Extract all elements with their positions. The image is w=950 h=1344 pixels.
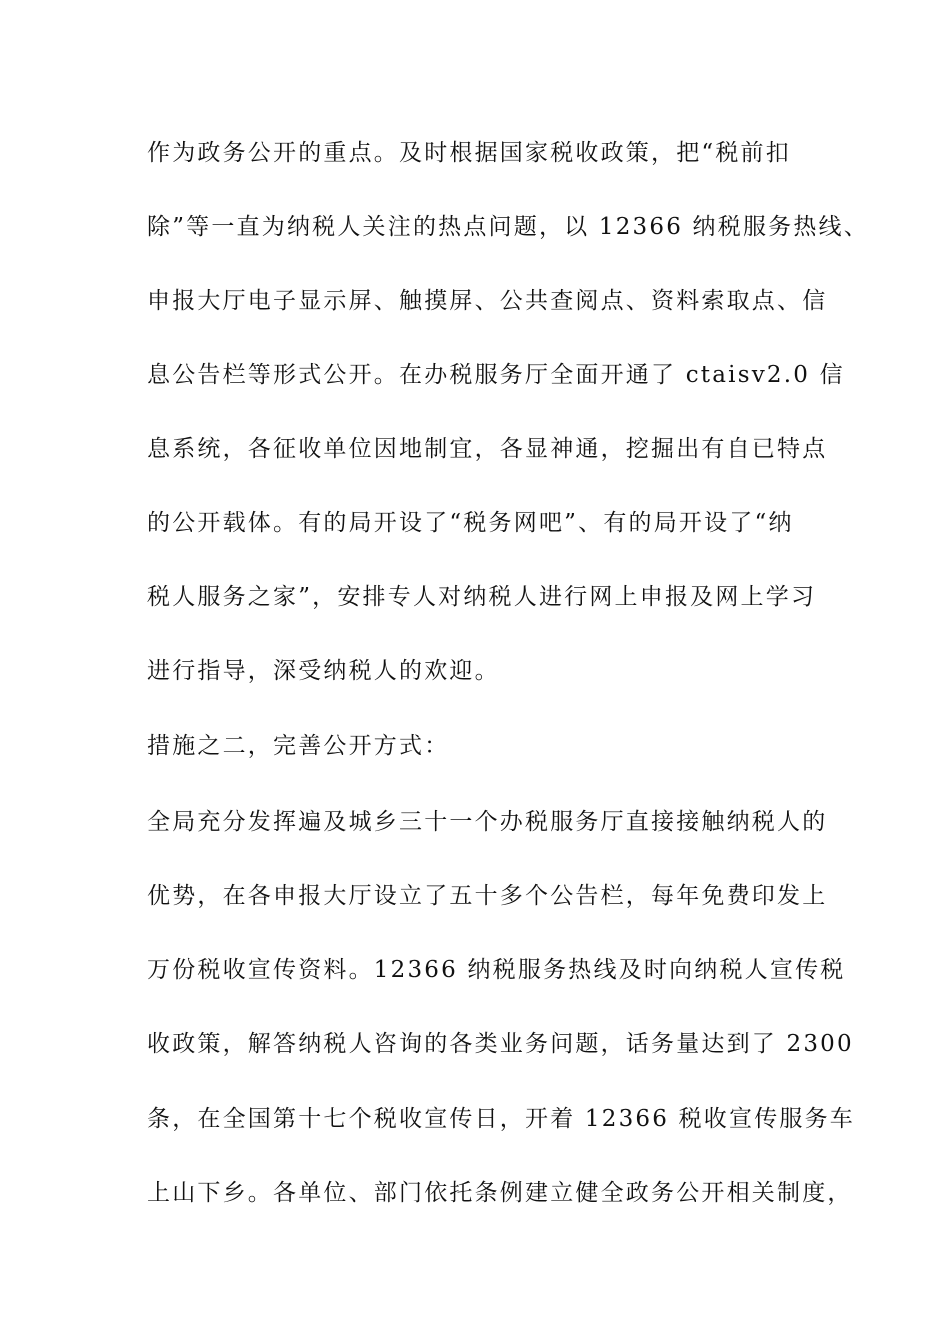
text-line: 税人服务之家”，安排专人对纳税人进行网上申报及网上学习 <box>147 584 817 610</box>
text-line: 进行指导，深受纳税人的欢迎。 <box>147 658 500 684</box>
text-line: 万份税收宣传资料。12366 纳税服务热线及时向纳税人宣传税 <box>147 957 846 983</box>
text-line: 条，在全国第十七个税收宣传日，开着 12366 税收宣传服务车 <box>147 1106 855 1132</box>
text-line: 优势，在各申报大厅设立了五十多个公告栏，每年免费印发上 <box>147 883 828 909</box>
text-line: 全局充分发挥遍及城乡三十一个办税服务厅直接接触纳税人的 <box>147 809 828 835</box>
text-line: 申报大厅电子显示屏、触摸屏、公共查阅点、资料索取点、信 <box>147 288 828 314</box>
section-heading: 措施之二，完善公开方式： <box>147 733 450 759</box>
text-line: 除”等一直为纳税人关注的热点问题，以 12366 纳税服务热线、 <box>147 214 869 240</box>
text-line: 息系统，各征收单位因地制宜，各显神通，挖掘出有自已特点 <box>147 436 828 462</box>
text-line: 息公告栏等形式公开。在办税服务厅全面开通了 ctaisv2.0 信 <box>147 362 845 388</box>
text-line: 上山下乡。各单位、部门依托条例建立健全政务公开相关制度， <box>147 1180 853 1206</box>
text-line: 作为政务公开的重点。及时根据国家税收政策，把“税前扣 <box>147 140 791 166</box>
text-line: 的公开载体。有的局开设了“税务网吧”、有的局开设了“纳 <box>147 510 794 536</box>
text-line: 收政策，解答纳税人咨询的各类业务问题，话务量达到了 2300 <box>147 1031 854 1057</box>
